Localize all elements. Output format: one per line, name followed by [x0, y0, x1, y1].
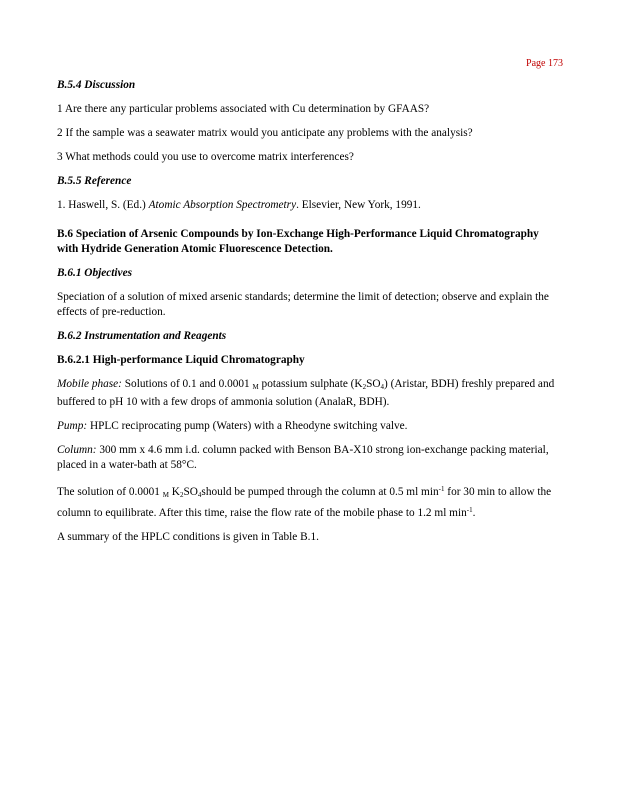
mobile-phase-label: Mobile phase:	[57, 378, 122, 390]
solution-text-4: .	[472, 507, 476, 519]
solution-text-2: should be pumped through the column at 0.5 ml min	[201, 486, 439, 498]
mobile-phase-text-3: ) (Aristar, BDH) freshly prepared and buffered to pH 10 with a few drops of ammonia solution (AnalaR, BDH).	[57, 378, 555, 408]
superscript-neg1-b: -1	[466, 506, 473, 514]
page-number: Page 173	[526, 58, 563, 69]
molar-unit-2: M	[162, 491, 169, 499]
solution-text: The solution of 0.0001	[57, 486, 163, 498]
instrumentation-heading: B.6.2 Instrumentation and Reagents	[57, 330, 227, 342]
discussion-heading: B.5.4 Discussion	[57, 79, 136, 91]
discussion-question-1: 1 Are there any particular problems associated with Cu determination by GFAAS?	[57, 103, 430, 115]
molar-unit: M	[252, 383, 259, 391]
hplc-subheading: B.6.2.1 High-performance Liquid Chromatography	[57, 354, 305, 366]
superscript-neg1: -1	[438, 485, 445, 493]
solution-k: K	[168, 486, 180, 498]
summary-paragraph: A summary of the HPLC conditions is given in Table B.1.	[57, 531, 319, 543]
reference-publisher: . Elsevier, New York, 1991.	[296, 199, 421, 211]
mobile-phase-paragraph	[57, 377, 557, 410]
objectives-text: Speciation of a solution of mixed arsenic standards; determine the limit of detection; observe and explain the effects of pre-reduction.	[57, 291, 549, 318]
pump-paragraph	[57, 419, 557, 434]
subscript-2b: 2	[179, 491, 184, 499]
subscript-4b: 4	[197, 491, 202, 499]
discussion-question-2: 2 If the sample was a seawater matrix would you anticipate any problems with the analysis?	[57, 127, 473, 139]
solution-paragraph	[57, 482, 557, 521]
reference-authors: 1. Haswell, S. (Ed.)	[57, 199, 149, 211]
subscript-2: 2	[362, 383, 367, 391]
sulphate-so: SO	[366, 378, 381, 390]
solution-text-3: for 30 min to allow the column to equilibrate. After this time, raise the flow rate of the mobile phase to 1.2 ml min	[57, 486, 552, 519]
mobile-phase-text: Solutions of 0.1 and 0.0001	[121, 378, 253, 390]
reference-heading: B.5.5 Reference	[57, 175, 132, 187]
column-text: 300 mm x 4.6 mm i.d. column packed with Benson BA-X10 strong ion-exchange packing material, placed in a water-bath at 58°C.	[57, 444, 549, 471]
discussion-question-3: 3 What methods could you use to overcome matrix interferences?	[57, 151, 354, 163]
section-b6-heading: B.6 Speciation of Arsenic Compounds by Ion-Exchange High-Performance Liquid Chromatography with Hydride Generation Atomic Fluorescence Detection.	[57, 228, 539, 255]
solution-so: SO	[183, 486, 198, 498]
column-paragraph	[57, 443, 557, 473]
mobile-phase-text-2: potassium sulphate (K	[258, 378, 363, 390]
reference-title: Atomic Absorption Spectrometry	[148, 199, 297, 211]
pump-label: Pump:	[57, 420, 88, 432]
page-content	[57, 78, 557, 554]
objectives-heading: B.6.1 Objectives	[57, 267, 132, 279]
subscript-4: 4	[380, 383, 385, 391]
reference-entry	[57, 198, 557, 213]
pump-text: HPLC reciprocating pump (Waters) with a Rheodyne switching valve.	[87, 420, 408, 432]
column-label: Column:	[57, 444, 97, 456]
